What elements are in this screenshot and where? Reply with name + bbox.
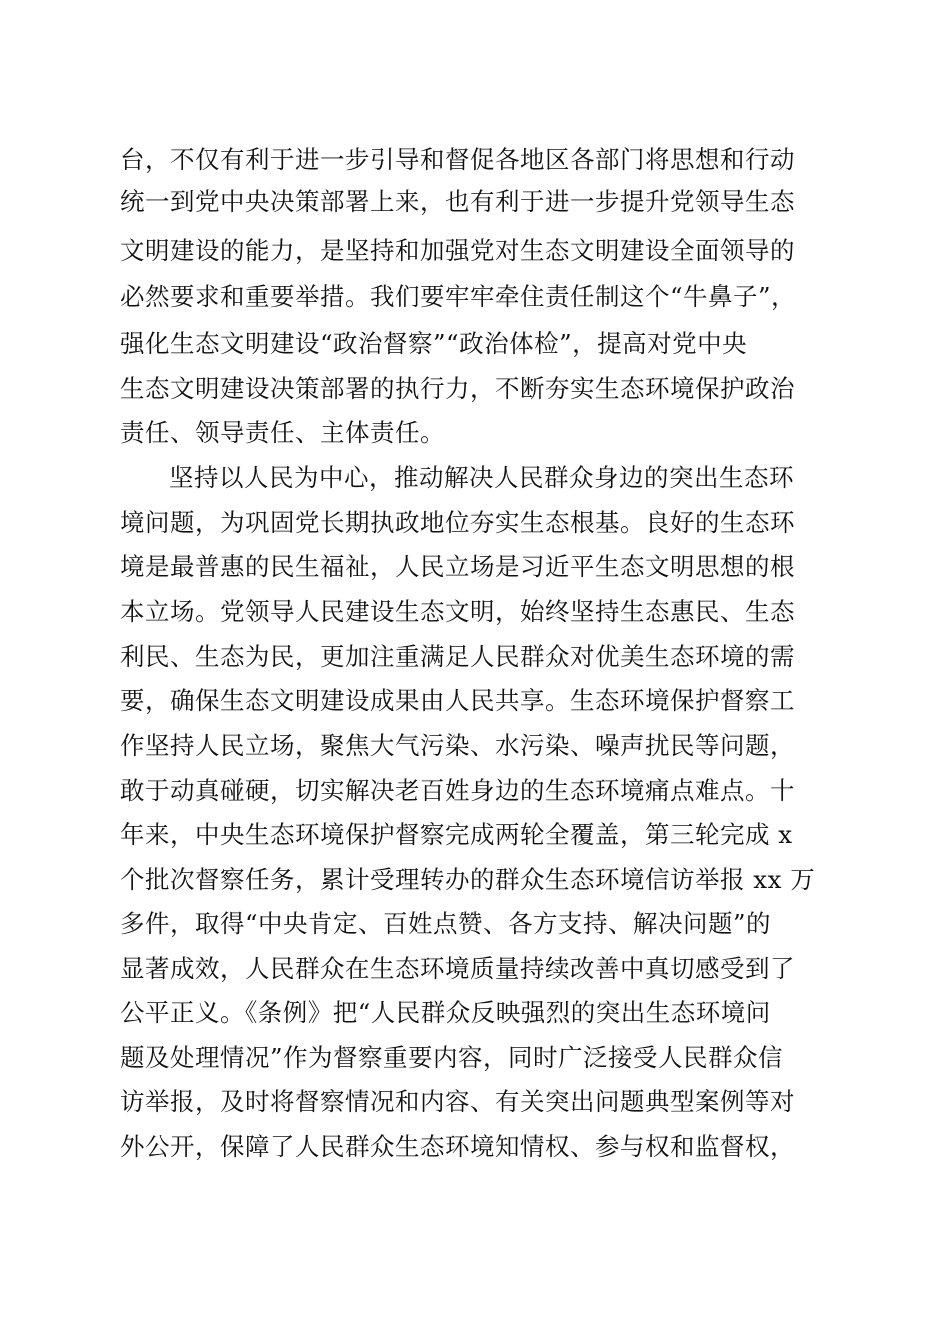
paragraph-1-line: 必然要求和重要举措。我们要牢牢牵住责任制这个“牛鼻子”， xyxy=(120,282,797,311)
paragraph-2-line: 个批次督察任务，累计受理转办的群众生态环境信访举报 xx 万 xyxy=(120,865,816,894)
paragraph-2-line: 境问题，为巩固党长期执政地位夯实生态根基。良好的生态环 xyxy=(120,508,795,537)
paragraph-2-line: 境是最普惠的民生福祉，人民立场是习近平生态文明思想的根 xyxy=(120,552,795,581)
paragraph-2-line: 敢于动真碰硬，切实解决老百姓身边的生态环境痛点难点。十 xyxy=(120,776,795,805)
paragraph-1-line: 台，不仅有利于进一步引导和督促各地区各部门将思想和行动 xyxy=(120,145,795,174)
paragraph-1-line: 生态文明建设决策部署的执行力，不断夯实生态环境保护政治 xyxy=(120,374,795,403)
paragraph-2-line: 作坚持人民立场，聚焦大气污染、水污染、噪声扰民等问题， xyxy=(120,731,795,760)
paragraph-2-line: 本立场。党领导人民建设生态文明，始终坚持生态惠民、生态 xyxy=(120,597,795,626)
paragraph-1-line: 强化生态文明建设“政治督察”“政治体检”，提高对党中央 xyxy=(120,329,748,358)
paragraph-1-line: 统一到党中央决策部署上来，也有利于进一步提升党领导生态 xyxy=(120,187,795,216)
paragraph-2-line: 坚持以人民为中心，推动解决人民群众身边的突出生态环 xyxy=(169,463,794,492)
paragraph-2-line: 年来，中央生态环境保护督察完成两轮全覆盖，第三轮完成 x xyxy=(120,820,793,849)
paragraph-1-line: 文明建设的能力，是坚持和加强党对生态文明建设全面领导的 xyxy=(120,236,795,265)
paragraph-2-line: 显著成效，人民群众在生态环境质量持续改善中真切感受到了 xyxy=(120,954,795,983)
paragraph-1-line: 责任、领导责任、主体责任。 xyxy=(120,418,445,447)
paragraph-2-line: 题及处理情况”作为督察重要内容，同时广泛接受人民群众信 xyxy=(120,1043,784,1072)
paragraph-2-line: 多件，取得“中央肯定、百姓点赞、各方支持、解决问题”的 xyxy=(120,909,772,938)
paragraph-2-line: 外公开，保障了人民群众生态环境知情权、参与权和监督权， xyxy=(120,1132,795,1161)
paragraph-2-line: 利民、生态为民，更加注重满足人民群众对优美生态环境的需 xyxy=(120,642,795,671)
paragraph-2-line: 公平正义。《条例》把“人民群众反映强烈的突出生态环境问 xyxy=(120,998,771,1027)
paragraph-2-line: 访举报，及时将督察情况和内容、有关突出问题典型案例等对 xyxy=(120,1087,795,1116)
paragraph-2-line: 要，确保生态文明建设成果由人民共享。生态环境保护督察工 xyxy=(120,686,795,715)
